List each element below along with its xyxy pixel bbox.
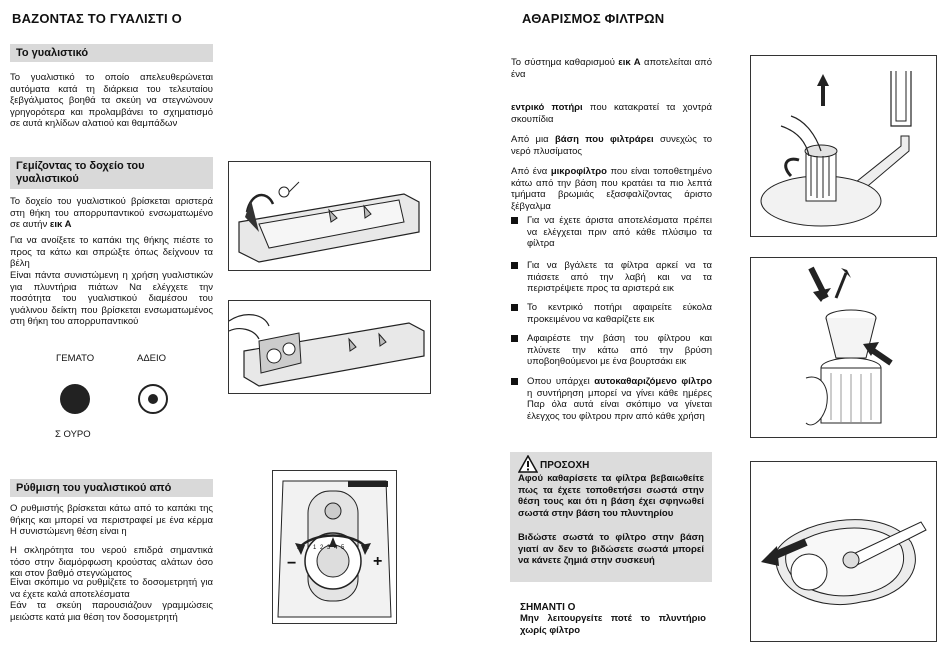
- important-title: ΣΗΜΑΝΤΙ Ο: [520, 602, 576, 613]
- filling-heading-line1: Γεμίζοντας το δοχείο του: [16, 160, 145, 172]
- central-cup-text: που κατακρατεί τα χοντρά σκουπίδια: [511, 102, 712, 125]
- warning-box: [510, 452, 712, 582]
- filling-paragraph-2: Για να ανοίξετε το καπάκι της θήκης πιέστε το προς τα κάτω και σπρώξτε όπως δείχνουν τα βέλη: [10, 235, 213, 269]
- warning-triangle-icon: [518, 455, 538, 473]
- bullet-square-icon: [511, 335, 518, 342]
- indicator-empty-label: ΑΔΕΙΟ: [137, 353, 167, 364]
- adjustment-paragraph-3: Είναι σκόπιμο να ρυθμίζετε το δοσομετρητή για να έχετε καλά αποτελέσματα: [10, 577, 213, 600]
- list-item: [511, 260, 712, 294]
- intro-text: Το σύστημα καθαρισμού: [511, 57, 615, 68]
- figure-caption: Σ ΟΥΡΟ: [55, 429, 91, 440]
- filter-base-pre: Από μια: [511, 134, 549, 145]
- bullet-square-icon: [511, 217, 518, 224]
- filter-base-bold: βάση που φιλτράρει: [554, 134, 654, 145]
- intro-end: αποτελείται από ένα: [511, 57, 713, 80]
- indicator-full-label: ΓΕΜΑΤΟ: [56, 353, 95, 364]
- figure-filter-rotate: [750, 55, 937, 237]
- section-heading-rinse-aid: Το γυαλιστικό: [10, 44, 213, 62]
- adjustment-paragraph-1: Ο ρυθμιστής βρίσκεται κάτω από το καπάκι της θήκης και μπορεί να περιστραφεί με ένα κέρμα Η συνιστώμενη θέση είναι η: [10, 503, 213, 537]
- filter-base-paragraph: [511, 134, 712, 157]
- filling-heading-line2: γυαλιστικού: [16, 173, 79, 185]
- filling-paragraph-1: [10, 196, 213, 231]
- list-item: [511, 302, 712, 326]
- indicator-full-icon: [60, 384, 90, 414]
- figure-central-cup: [750, 257, 937, 438]
- warning-paragraph-1: Αφού καθαρίσετε τα φίλτρα βεβαιωθείτε πως τα έχετε τοποθετήσει σωστά στην θέση τους και ότι η βάση έχει σφηνωθεί σωστά στην βάση του πλυντηρίου: [518, 473, 704, 519]
- warning-paragraph-2: Βιδώστε σωστά το φίλτρο στην βάση γιατί αν δεν το βιδώσετε σωστά μπορεί να κάνετε ζημιά στην συσκευή: [518, 532, 704, 566]
- central-cup-paragraph: [511, 102, 712, 125]
- bullet-text: Αφαιρέστε την βάση του φίλτρου και πλύνετε την κάτω από την βρύση υποβοηθούμενοι με ένα βουρτσάκι εικ: [527, 333, 712, 367]
- dial-minus-sign: −: [287, 555, 297, 572]
- filling-p1-text: Το δοχείο του γυαλιστικού βρίσκεται αριστερά στη θήκη του απορρυπαντικού ενσωματωμένο σε αυτήν: [10, 196, 213, 230]
- central-cup-bold: εντρικό ποτήρι: [511, 102, 583, 113]
- intro-ref: εικ Α: [618, 57, 641, 68]
- section-heading-adjustment: Ρύθμιση του γυαλιστικού από: [10, 479, 213, 497]
- filling-p1-ref: εικ Α: [49, 219, 72, 230]
- bullet-square-icon: [511, 304, 518, 311]
- bullet-text: Για να βγάλετε τα φίλτρα αρκεί να τα πιάσετε από την λαβή και να τα περιστρέψετε προς τα αριστερά εικ: [527, 260, 712, 294]
- bullet5-bold: αυτοκαθαριζόμενο φίλτρο: [594, 376, 712, 387]
- filling-paragraph-3: Είναι πάντα συνιστώμενη η χρήση γυαλιστικών για πλυντήρια πιάτων Να ελέγχετε την ποσότητα του γυαλιστικού διαμέσου του γυάλινου δείκτη που βρίσκεται ενσωματωμένος στη θήκη του απορρυπαντικού: [10, 270, 213, 327]
- bullet-text: [527, 376, 712, 422]
- microfilter-pre: Από ένα: [511, 166, 548, 177]
- left-page-title: ΒΑΖΟΝΤΑΣ ΤΟ ΓΥΑΛΙΣΤΙ Ο: [12, 11, 182, 26]
- bullet5-text: η συντήρηση μπορεί να γίνει κάθε ημέρες Παρ όλα αυτά είναι σκόπιμο να γίνεται έλεγχος του φίλτρου πριν από κάθε χρήση: [527, 387, 712, 422]
- intro-paragraph: [511, 57, 712, 80]
- figure-filter-base: [750, 461, 937, 642]
- list-item: [511, 215, 712, 247]
- right-page-title: ΑΘΑΡΙΣΜΟΣ ΦΙΛΤΡΩΝ: [522, 11, 665, 26]
- list-item: [511, 333, 712, 367]
- adjustment-paragraph-4: Εάν τα σκεύη παρουσιάζουν γραμμώσεις μειώστε κατά μια θέση τον δοσομετρητή: [10, 600, 213, 623]
- adjustment-paragraph-2: Η σκληρότητα του νερού επιδρά σημαντικά τόσο στην διαμόρφωση κρούστας αλάτων όσο και στον βαθμό στεγνώματος: [10, 545, 213, 579]
- important-text: Μην λειτουργείτε ποτέ το πλυντήριο χωρίς φίλτρο: [520, 613, 706, 636]
- figure-dispenser-open: [228, 300, 431, 394]
- bullet-square-icon: [511, 378, 518, 385]
- microfilter-paragraph: [511, 166, 712, 212]
- warning-title: ΠΡΟΣΟΧΗ: [540, 460, 590, 471]
- bullet-text: Το κεντρικό ποτήρι αφαιρείτε εύκολα προκειμένου να καθαρίζετε εικ: [527, 302, 712, 325]
- bullet-text: Για να έχετε άριστα αποτελέσματα πρέπει να ελέγχεται πριν από κάθε πλύσιμο τα φίλτρα: [527, 215, 712, 249]
- microfilter-text: που είναι τοποθετημένο κάτω από την βάση που κρατάει τα πιο λεπτά τμήματα βρωμιάς εξασφαλίζοντας άριστο ξέβγαλμα: [511, 166, 712, 212]
- filter-base-text: συνεχώς το νερό πλυσίματος: [511, 134, 713, 157]
- indicator-empty-icon: [138, 384, 168, 414]
- microfilter-bold: μικροφίλτρο: [550, 166, 607, 177]
- dial-numbers: 1 2 3 4 5: [313, 545, 346, 551]
- dial-plus-sign: +: [373, 553, 383, 570]
- figure-adjustment-dial: [272, 470, 397, 624]
- bullet-square-icon: [511, 262, 518, 269]
- rinse-aid-description: Το γυαλιστικό το οποίο απελευθερώνεται αυτόματα κατά τη διάρκεια του τελευταίου ξεβγάλματος βοηθά τα σκεύη να στεγνώνουν γρηγορότερα και προλαμβάνει το σχηματισμό σε αυτά κηλίδων αλατιού και θαμπάδων: [10, 72, 213, 129]
- bullet5-pre: Οπου υπάρχει: [527, 376, 590, 387]
- list-item: [511, 376, 712, 432]
- figure-dispenser-lid: [228, 161, 431, 271]
- section-heading-filling: [10, 157, 213, 189]
